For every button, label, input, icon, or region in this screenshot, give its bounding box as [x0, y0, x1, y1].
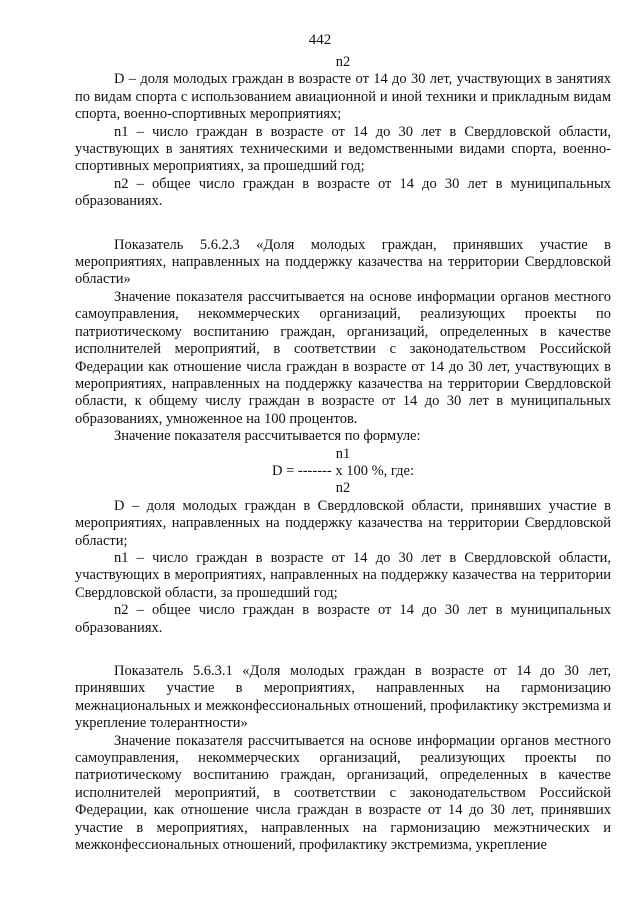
paragraph: n2 – общее число граждан в возрасте от 14 до 30 лет в муниципальных образованиях.	[75, 602, 611, 636]
paragraph: D – доля молодых граждан в Свердловской области, принявших участие в мероприятиях, направленных на поддержку казачества на территории Свердловской области;	[75, 497, 611, 549]
paragraph: n1 – число граждан в возрасте от 14 до 30 лет в Свердловской области, участвующих в мероприятиях, направленных на поддержку казачества на территории Свердловской области, за прошедший год;	[75, 549, 611, 601]
formula-line: D = ------- x 100 %, где:	[272, 462, 414, 479]
formula-line: n2	[335, 54, 351, 70]
document-body	[75, 54, 611, 854]
paragraph: n2 – общее число граждан в возрасте от 14 до 30 лет в муниципальных образованиях.	[75, 175, 611, 210]
paragraph: Значение показателя рассчитывается по формуле:	[114, 428, 421, 445]
paragraph: Показатель 5.6.3.1 «Доля молодых граждан в возрасте от 14 до 30 лет, принявших участие в мероприятиях, направленных на гармонизацию межнациональных и межконфессиональных отношений, профилактику экстремизма и укрепление толерантности»	[75, 663, 611, 732]
paragraph: n1 – число граждан в возрасте от 14 до 30 лет в Свердловской области, участвующих в занятиях техническими и ведомственными видами спорта, военно-спортивных мероприятиях, за прошедший год;	[75, 123, 611, 175]
formula-line: n2	[335, 480, 351, 497]
paragraph: Значение показателя рассчитывается на основе информации органов местного самоуправления, некоммерческих организаций, реализующих проекты по патриотическому воспитанию граждан, организаций, определенных в качестве исполнителей мероприятий, в соответствии с законодательством Российской Федерации, как отношение числа граждан в возрасте от 14 до 30 лет, принявших участие в мероприятиях, направленных на гармонизацию межэтнических и межконфессиональных отношений, профилактику экстремизма, укрепление	[75, 732, 611, 854]
formula-line: n1	[335, 445, 351, 462]
paragraph: Значение показателя рассчитывается на основе информации органов местного самоуправления, некоммерческих организаций, реализующих проекты по патриотическому воспитанию граждан, организаций, определенных в качестве исполнителей мероприятий, в соответствии с законодательством Российской Федерации как отношение числа граждан в возрасте от 14 до 30 лет, участвующих в мероприятиях, направленных на поддержку казачества на территории Свердловской области, к общему числу граждан в возрасте от 14 до 30 лет в муниципальных образованиях, умноженное на 100 процентов.	[75, 288, 611, 427]
paragraph: D – доля молодых граждан в возрасте от 14 до 30 лет, участвующих в занятиях по видам спорта с использованием авиационной и иной техники и прикладным видам спорта, военно-спортивных мероприятиях;	[75, 71, 611, 123]
page-number: 442	[308, 32, 332, 48]
paragraph-spacer	[75, 637, 611, 663]
paragraph: Показатель 5.6.2.3 «Доля молодых граждан, принявших участие в мероприятиях, направленных на поддержку казачества на территории Свердловской области»	[75, 236, 611, 288]
paragraph-spacer	[75, 211, 611, 237]
